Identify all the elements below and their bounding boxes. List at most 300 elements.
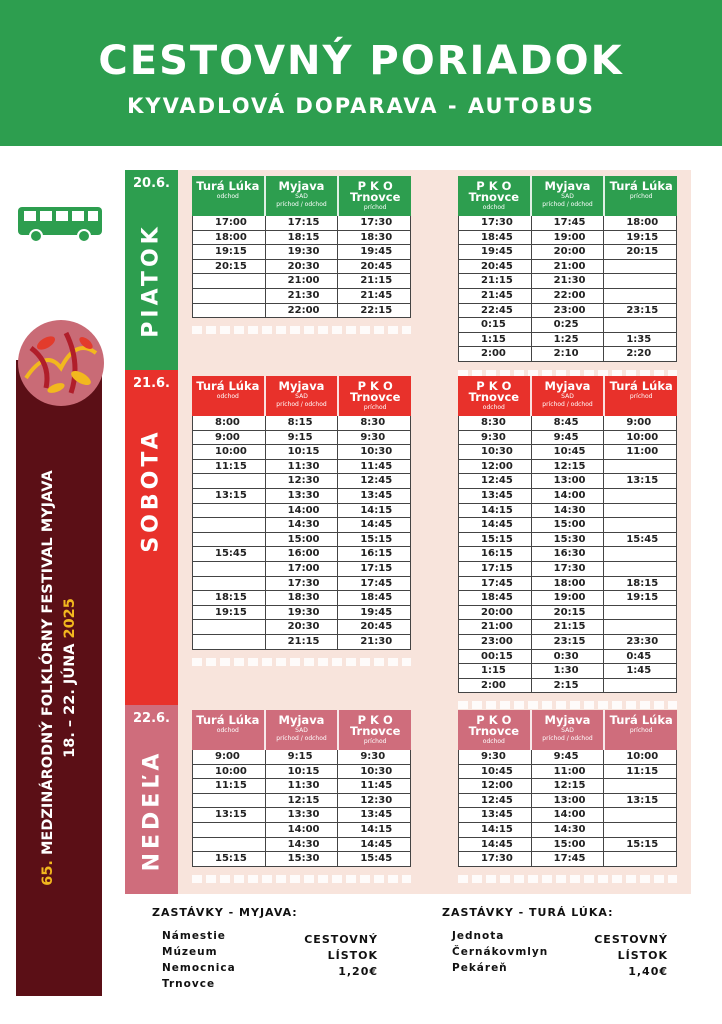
- time-cell: 9:30: [337, 750, 410, 764]
- time-cell: 0:30: [531, 650, 604, 664]
- time-cell: 15:15: [215, 853, 247, 865]
- time-cell: [603, 504, 676, 518]
- stops-tura-luka: [442, 906, 682, 978]
- time-cell: 9:15: [265, 750, 338, 764]
- time-cell: 10:15: [265, 445, 338, 459]
- time-cell: 11:00: [531, 765, 604, 779]
- table-row: [458, 823, 677, 838]
- table-row: [458, 474, 677, 489]
- time-cell: 8:00: [215, 417, 240, 428]
- time-cell: 12:15: [531, 779, 604, 793]
- time-cell: 19:00: [531, 231, 604, 245]
- stops-list: [162, 928, 236, 992]
- time-cell: [193, 474, 265, 488]
- table-row: [192, 808, 411, 823]
- day-sobota: [125, 370, 178, 705]
- time-cell: 22:00: [531, 289, 604, 303]
- time-cell: 15:45: [337, 852, 410, 866]
- time-cell: 1:45: [603, 664, 676, 678]
- time-cell: 23:15: [531, 635, 604, 649]
- time-cell: 11:15: [603, 765, 676, 779]
- column-header: Myjava SAD príchod / odchod: [530, 176, 604, 216]
- stop-item: Trnovce: [162, 978, 216, 990]
- time-cell: 15:45: [603, 533, 676, 547]
- time-cell: 20:15: [531, 606, 604, 620]
- table-row: [192, 750, 411, 765]
- time-cell: 23:00: [481, 635, 513, 647]
- time-cell: 13:45: [337, 808, 410, 822]
- time-cell: [603, 679, 676, 693]
- stops-list: [452, 928, 548, 976]
- time-cell: 18:15: [603, 577, 676, 591]
- time-cell: 23:00: [531, 304, 604, 318]
- table-row: [458, 664, 677, 679]
- time-cell: 22:45: [481, 304, 513, 316]
- festival-dates: 18. – 22. JÚNA: [62, 643, 78, 758]
- header: [0, 0, 722, 146]
- table-row: [192, 852, 411, 867]
- time-cell: [193, 794, 265, 808]
- table-row: [192, 606, 411, 621]
- time-cell: 8:15: [265, 416, 338, 430]
- time-cell: 10:45: [531, 445, 604, 459]
- table-row: [458, 852, 677, 867]
- stop-item: Pekáreň: [452, 962, 508, 974]
- time-cell: 0:25: [531, 318, 604, 332]
- time-cell: [193, 533, 265, 547]
- table-row: [192, 635, 411, 650]
- time-cell: 20:15: [603, 245, 676, 259]
- time-cell: 1:30: [531, 664, 604, 678]
- time-cell: [603, 562, 676, 576]
- time-cell: 19:15: [215, 606, 247, 618]
- time-cell: 13:45: [481, 809, 513, 821]
- time-cell: 1:25: [531, 333, 604, 347]
- time-cell: 21:45: [481, 289, 513, 301]
- time-cell: [193, 620, 265, 634]
- time-cell: 10:30: [337, 445, 410, 459]
- table-row: [458, 318, 677, 333]
- time-cell: [193, 635, 265, 649]
- time-cell: 14:45: [481, 519, 513, 531]
- table-row: [192, 245, 411, 260]
- table-header: [458, 710, 677, 750]
- time-cell: 11:15: [215, 460, 247, 472]
- stop-item: Černákovmlyn: [452, 946, 549, 958]
- time-cell: 9:30: [481, 751, 506, 762]
- time-cell: 20:45: [337, 260, 410, 274]
- time-cell: 2:00: [481, 348, 506, 360]
- time-cell: 9:45: [531, 750, 604, 764]
- time-cell: 18:00: [531, 577, 604, 591]
- table-row: [458, 504, 677, 519]
- timetable-sobota-pko-tura: [458, 376, 677, 709]
- stops-myjava: [152, 906, 392, 990]
- time-cell: 12:45: [481, 475, 513, 487]
- table-row: [458, 347, 677, 362]
- time-cell: 11:30: [265, 779, 338, 793]
- time-cell: 14:45: [337, 518, 410, 532]
- table-row: [192, 533, 411, 548]
- time-cell: [603, 620, 676, 634]
- time-cell: 1:15: [481, 333, 506, 345]
- time-cell: 14:00: [531, 489, 604, 503]
- time-cell: 15:15: [481, 533, 513, 545]
- time-cell: 19:00: [531, 591, 604, 605]
- time-cell: 18:30: [337, 231, 410, 245]
- time-cell: 9:00: [603, 416, 676, 430]
- stops-title: ZASTÁVKY - MYJAVA:: [152, 906, 298, 919]
- table-row: [458, 779, 677, 794]
- time-cell: [603, 547, 676, 561]
- time-cell: 14:00: [265, 504, 338, 518]
- time-cell: 21:30: [337, 635, 410, 649]
- table-row: [192, 216, 411, 231]
- time-cell: [603, 808, 676, 822]
- time-cell: 12:00: [481, 460, 513, 472]
- table-row: [458, 445, 677, 460]
- stop-item: Jednota: [452, 930, 505, 942]
- time-cell: 13:00: [531, 794, 604, 808]
- time-cell: 18:45: [337, 591, 410, 605]
- time-cell: 20:00: [481, 606, 513, 618]
- table-row: [458, 679, 677, 694]
- time-cell: 15:00: [531, 838, 604, 852]
- stop-item: Nemocnica: [162, 962, 236, 974]
- time-cell: 17:30: [481, 853, 513, 865]
- time-cell: [193, 518, 265, 532]
- day-nedela: [125, 705, 178, 894]
- time-cell: 2:10: [531, 347, 604, 361]
- table-row: [192, 794, 411, 809]
- day-name: PIATOK: [139, 222, 165, 338]
- table-row: [458, 606, 677, 621]
- time-cell: 13:30: [265, 489, 338, 503]
- time-cell: 21:15: [481, 275, 513, 287]
- column-header: P K O Trnovce odchod: [468, 713, 520, 745]
- table-row: [192, 779, 411, 794]
- time-cell: 0:45: [603, 650, 676, 664]
- day-name: NEDEĽA: [139, 749, 164, 871]
- table-row: [458, 260, 677, 275]
- time-cell: 18:00: [215, 231, 247, 243]
- time-cell: 14:30: [531, 823, 604, 837]
- time-cell: 22:00: [265, 304, 338, 318]
- time-cell: 18:45: [481, 592, 513, 604]
- time-cell: 00:15: [481, 650, 513, 662]
- time-cell: 14:00: [531, 808, 604, 822]
- time-cell: 15:15: [337, 533, 410, 547]
- time-cell: 20:30: [265, 260, 338, 274]
- column-header: Turá Lúka príchod: [603, 176, 677, 216]
- day-date: 22.6.: [132, 711, 170, 726]
- table-row: [458, 431, 677, 446]
- dashed-divider: [192, 658, 411, 666]
- time-cell: 8:30: [337, 416, 410, 430]
- time-cell: 13:45: [481, 489, 513, 501]
- time-cell: 8:30: [481, 417, 506, 428]
- time-cell: [603, 518, 676, 532]
- time-cell: 21:00: [531, 260, 604, 274]
- table-row: [192, 474, 411, 489]
- table-row: [192, 489, 411, 504]
- time-cell: 14:45: [481, 838, 513, 850]
- time-cell: 10:00: [603, 431, 676, 445]
- time-cell: 17:00: [265, 562, 338, 576]
- time-cell: 11:15: [215, 780, 247, 792]
- time-cell: 16:00: [265, 547, 338, 561]
- time-cell: 14:30: [531, 504, 604, 518]
- column-header: Turá Lúka príchod: [603, 376, 677, 416]
- time-cell: 10:30: [481, 446, 513, 458]
- table-row: [458, 794, 677, 809]
- time-cell: 23:30: [603, 635, 676, 649]
- table-row: [458, 518, 677, 533]
- time-cell: [603, 260, 676, 274]
- time-cell: 10:30: [337, 765, 410, 779]
- time-cell: 17:45: [337, 577, 410, 591]
- time-cell: 17:45: [531, 852, 604, 866]
- table-row: [192, 504, 411, 519]
- time-cell: 12:45: [337, 474, 410, 488]
- time-cell: 15:30: [531, 533, 604, 547]
- timetable-piatok-pko-tura: [458, 176, 677, 378]
- timetable-nedela-pko-tura: [458, 710, 677, 883]
- time-cell: 14:30: [265, 518, 338, 532]
- column-header: P K O Trnovce príchod: [337, 710, 411, 750]
- ticket-price-value: 1,40€: [628, 965, 668, 978]
- time-cell: 17:30: [265, 577, 338, 591]
- time-cell: 16:30: [531, 547, 604, 561]
- table-row: [192, 416, 411, 431]
- time-cell: 13:45: [337, 489, 410, 503]
- column-header: Turá Lúka odchod: [196, 379, 260, 400]
- table-row: [458, 274, 677, 289]
- time-cell: 10:15: [265, 765, 338, 779]
- time-cell: [193, 823, 265, 837]
- time-cell: 16:15: [337, 547, 410, 561]
- time-cell: 14:15: [337, 823, 410, 837]
- bus-icon: [16, 205, 104, 245]
- time-cell: 10:00: [215, 446, 247, 458]
- dashed-divider: [458, 875, 677, 883]
- time-cell: 18:00: [603, 216, 676, 230]
- stop-item: Námestie: [162, 930, 226, 942]
- time-cell: [193, 304, 265, 318]
- time-cell: 17:30: [531, 562, 604, 576]
- time-cell: 13:00: [531, 474, 604, 488]
- time-cell: 21:30: [531, 274, 604, 288]
- time-cell: 17:15: [337, 562, 410, 576]
- time-cell: 17:15: [481, 562, 513, 574]
- time-cell: 17:00: [215, 217, 247, 228]
- festival-title: [37, 378, 81, 978]
- day-date: 20.6.: [132, 176, 170, 191]
- table-row: [458, 533, 677, 548]
- time-cell: [193, 577, 265, 591]
- table-row: [192, 260, 411, 275]
- table-row: [192, 289, 411, 304]
- day-date: 21.6.: [132, 376, 170, 391]
- time-cell: [603, 318, 676, 332]
- time-cell: 12:30: [265, 474, 338, 488]
- table-row: [192, 823, 411, 838]
- festival-year: 2025: [62, 598, 78, 639]
- table-row: [458, 562, 677, 577]
- time-cell: [603, 489, 676, 503]
- time-cell: 18:15: [215, 592, 247, 604]
- table-header: [192, 176, 411, 216]
- column-header: P K O Trnovce odchod: [468, 179, 520, 211]
- table-row: [192, 577, 411, 592]
- time-cell: [193, 274, 265, 288]
- time-cell: 21:15: [265, 635, 338, 649]
- time-cell: 11:45: [337, 779, 410, 793]
- time-cell: 21:45: [337, 289, 410, 303]
- table-row: [192, 547, 411, 562]
- time-cell: 21:15: [531, 620, 604, 634]
- time-cell: 14:15: [481, 823, 513, 835]
- time-cell: 10:00: [603, 750, 676, 764]
- time-cell: 19:15: [603, 231, 676, 245]
- table-row: [458, 489, 677, 504]
- column-header: Turá Lúka príchod: [603, 710, 677, 750]
- dashed-divider: [192, 326, 411, 334]
- time-cell: 14:15: [337, 504, 410, 518]
- table-row: [458, 750, 677, 765]
- table-row: [192, 838, 411, 853]
- time-cell: 17:45: [531, 216, 604, 230]
- time-cell: 19:30: [265, 606, 338, 620]
- time-cell: 1:35: [603, 333, 676, 347]
- time-cell: 2:20: [603, 347, 676, 361]
- time-cell: [603, 606, 676, 620]
- stop-item: Múzeum: [162, 946, 218, 958]
- time-cell: 14:30: [265, 838, 338, 852]
- column-header: P K O Trnovce príchod: [337, 176, 411, 216]
- time-cell: 11:00: [603, 445, 676, 459]
- time-cell: 22:15: [337, 304, 410, 318]
- column-header: Myjava SAD príchod / odchod: [530, 376, 604, 416]
- table-row: [458, 216, 677, 231]
- time-cell: 13:30: [265, 808, 338, 822]
- table-row: [458, 808, 677, 823]
- stops-title: ZASTÁVKY - TURÁ LÚKA:: [442, 906, 614, 919]
- table-row: [458, 304, 677, 319]
- dashed-divider: [192, 875, 411, 883]
- time-cell: 19:45: [481, 246, 513, 258]
- time-cell: [193, 838, 265, 852]
- time-cell: 12:15: [531, 460, 604, 474]
- time-cell: 9:45: [531, 431, 604, 445]
- table-row: [458, 547, 677, 562]
- table-row: [192, 562, 411, 577]
- time-cell: 9:15: [265, 431, 338, 445]
- table-row: [458, 460, 677, 475]
- table-row: [458, 231, 677, 246]
- time-cell: 12:15: [265, 794, 338, 808]
- table-row: [192, 274, 411, 289]
- time-cell: 10:45: [481, 765, 513, 777]
- time-cell: 1:15: [481, 665, 506, 677]
- time-cell: 13:15: [603, 474, 676, 488]
- time-cell: 15:00: [265, 533, 338, 547]
- page-title: CESTOVNÝ PORIADOK: [98, 38, 624, 84]
- table-row: [458, 289, 677, 304]
- time-cell: 20:00: [531, 245, 604, 259]
- table-header: [192, 376, 411, 416]
- column-header: Turá Lúka odchod: [196, 713, 260, 734]
- time-cell: 16:15: [481, 548, 513, 560]
- time-cell: 19:15: [215, 246, 247, 258]
- ticket-label: LÍSTOK: [617, 949, 668, 962]
- table-row: [192, 620, 411, 635]
- table-header: [192, 710, 411, 750]
- table-row: [192, 231, 411, 246]
- ticket-price: [282, 932, 378, 980]
- time-cell: 9:00: [215, 431, 240, 443]
- time-cell: 19:30: [265, 245, 338, 259]
- column-header: Myjava SAD príchod / odchod: [264, 710, 338, 750]
- table-row: [458, 765, 677, 780]
- column-header: P K O Trnovce príchod: [337, 376, 411, 416]
- time-cell: 20:30: [265, 620, 338, 634]
- festival-number: 65.: [40, 860, 56, 886]
- timetable-sobota-tura-pko: [192, 376, 411, 666]
- time-cell: 15:00: [531, 518, 604, 532]
- time-cell: 8:45: [531, 416, 604, 430]
- time-cell: 17:15: [265, 216, 338, 230]
- time-cell: 9:30: [481, 431, 506, 443]
- timetable-nedela-tura-pko: [192, 710, 411, 883]
- dashed-divider: [458, 701, 677, 709]
- time-cell: 19:45: [337, 245, 410, 259]
- table-row: [458, 577, 677, 592]
- table-row: [458, 245, 677, 260]
- table-row: [458, 635, 677, 650]
- time-cell: 21:00: [265, 274, 338, 288]
- table-row: [192, 765, 411, 780]
- table-row: [192, 431, 411, 446]
- time-cell: 19:15: [603, 591, 676, 605]
- time-cell: 21:15: [337, 274, 410, 288]
- ticket-label: LÍSTOK: [327, 949, 378, 962]
- time-cell: [603, 779, 676, 793]
- time-cell: [603, 289, 676, 303]
- time-cell: 15:15: [603, 838, 676, 852]
- time-cell: [603, 823, 676, 837]
- time-cell: 17:30: [337, 216, 410, 230]
- time-cell: 19:45: [337, 606, 410, 620]
- time-cell: 17:45: [481, 577, 513, 589]
- time-cell: [603, 274, 676, 288]
- time-cell: 14:15: [481, 504, 513, 516]
- time-cell: 21:30: [265, 289, 338, 303]
- day-name: SOBOTA: [139, 427, 164, 553]
- table-row: [192, 518, 411, 533]
- time-cell: 20:45: [481, 260, 513, 272]
- time-cell: 13:15: [215, 809, 247, 821]
- time-cell: 12:00: [481, 780, 513, 792]
- table-header: [458, 176, 677, 216]
- table-row: [458, 838, 677, 853]
- time-cell: 12:30: [337, 794, 410, 808]
- time-cell: 9:30: [337, 431, 410, 445]
- time-cell: 11:45: [337, 460, 410, 474]
- time-cell: 14:00: [265, 823, 338, 837]
- time-cell: 14:45: [337, 838, 410, 852]
- time-cell: 15:30: [265, 852, 338, 866]
